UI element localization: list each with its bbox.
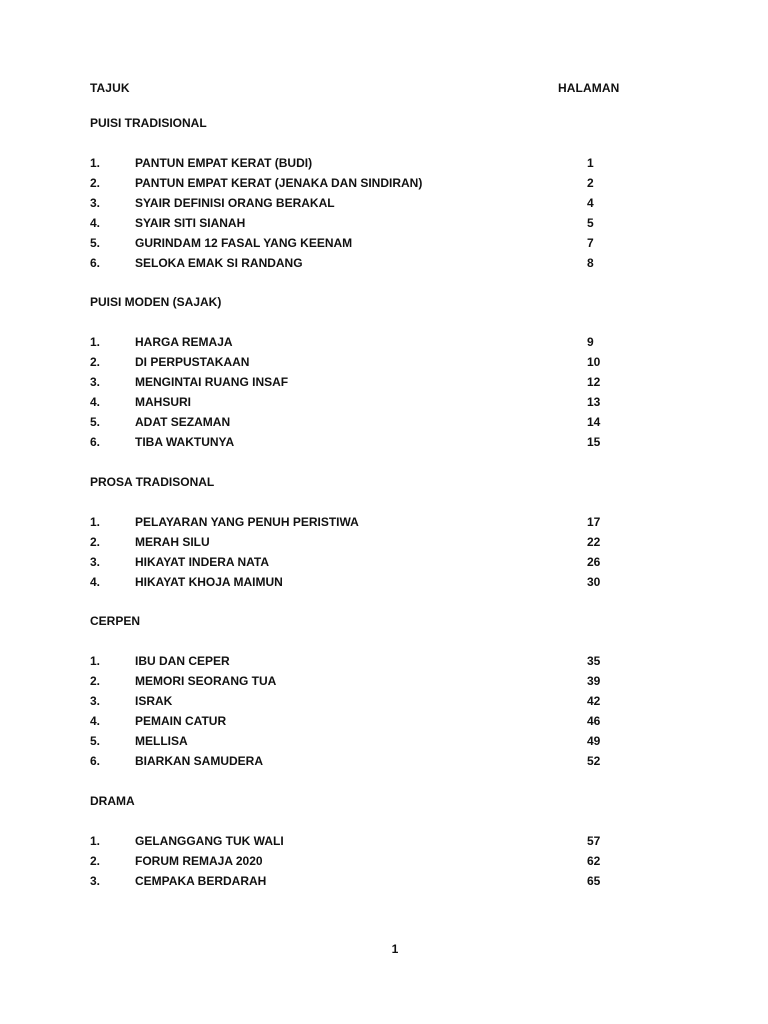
- entry-page-number: 12: [587, 375, 601, 389]
- toc-entry: [90, 193, 630, 213]
- entry-number: 2.: [90, 535, 101, 549]
- entry-number: 4.: [90, 575, 101, 589]
- entry-page-number: 9: [587, 335, 594, 349]
- header-title-label: TAJUK: [90, 81, 130, 95]
- entry-title: PELAYARAN YANG PENUH PERISTIWA: [135, 515, 359, 529]
- entry-page-number: 2: [587, 176, 594, 190]
- toc-entry: [90, 691, 630, 711]
- entry-page-number: 65: [587, 874, 601, 888]
- entry-number: 2.: [90, 355, 101, 369]
- entry-page-number: 49: [587, 734, 601, 748]
- entry-page-number: 8: [587, 256, 594, 270]
- entry-page-number: 15: [587, 435, 601, 449]
- entry-page-number: 13: [587, 395, 601, 409]
- toc-entry: [90, 731, 630, 751]
- entry-number: 3.: [90, 196, 101, 210]
- toc-entry: [90, 432, 630, 452]
- entry-number: 4.: [90, 216, 101, 230]
- entry-page-number: 10: [587, 355, 601, 369]
- toc-entry: [90, 651, 630, 671]
- toc-entry: [90, 851, 630, 871]
- section-title: DRAMA: [90, 794, 135, 808]
- entry-title: BIARKAN SAMUDERA: [135, 754, 263, 768]
- toc-entry: [90, 372, 630, 392]
- entry-number: 6.: [90, 256, 101, 270]
- toc-entry: [90, 671, 630, 691]
- entry-title: MENGINTAI RUANG INSAF: [135, 375, 289, 389]
- entry-number: 4.: [90, 714, 101, 728]
- section-prosa-tradisonal: [90, 473, 630, 592]
- toc-entry: [90, 871, 630, 891]
- entry-page-number: 46: [587, 714, 601, 728]
- entry-title: IBU DAN CEPER: [135, 654, 230, 668]
- toc-entry: [90, 213, 630, 233]
- section-title: PUISI MODEN (SAJAK): [90, 295, 222, 309]
- toc-entry: [90, 711, 630, 731]
- entry-title: TIBA WAKTUNYA: [135, 435, 235, 449]
- entry-number: 1.: [90, 654, 101, 668]
- entry-number: 2.: [90, 674, 101, 688]
- entry-title: SELOKA EMAK SI RANDANG: [135, 256, 303, 270]
- entry-title: PANTUN EMPAT KERAT (JENAKA DAN SINDIRAN): [135, 176, 423, 190]
- entry-title: SYAIR DEFINISI ORANG BERAKAL: [135, 196, 335, 210]
- entry-number: 6.: [90, 754, 101, 768]
- entry-number: 2.: [90, 176, 101, 190]
- entry-page-number: 35: [587, 654, 601, 668]
- toc-entry: [90, 253, 630, 273]
- entry-page-number: 39: [587, 674, 601, 688]
- entry-title: GELANGGANG TUK WALI: [135, 834, 284, 848]
- entry-number: 1.: [90, 335, 101, 349]
- section-puisi-tradisional: [90, 114, 630, 273]
- entry-number: 3.: [90, 375, 101, 389]
- section-title: CERPEN: [90, 614, 141, 628]
- toc-entry: [90, 352, 630, 372]
- section-title: PROSA TRADISONAL: [90, 475, 215, 489]
- toc-entry: [90, 332, 630, 352]
- entry-page-number: 1: [587, 156, 594, 170]
- section-title: PUISI TRADISIONAL: [90, 116, 207, 130]
- entry-page-number: 17: [587, 515, 601, 529]
- page-number: 1: [391, 942, 399, 956]
- toc-entry: [90, 751, 630, 771]
- entry-page-number: 42: [587, 694, 601, 708]
- entry-title: SYAIR SITI SIANAH: [135, 216, 246, 230]
- entry-number: 2.: [90, 854, 101, 868]
- entry-page-number: 26: [587, 555, 601, 569]
- table-of-contents-header: [90, 81, 630, 99]
- entry-title: PANTUN EMPAT KERAT (BUDI): [135, 156, 313, 170]
- entry-number: 5.: [90, 415, 101, 429]
- entry-title: GURINDAM 12 FASAL YANG KEENAM: [135, 236, 353, 250]
- entry-page-number: 7: [587, 236, 594, 250]
- section-cerpen: [90, 612, 630, 771]
- entry-title: MEMORI SEORANG TUA: [135, 674, 277, 688]
- entry-title: ADAT SEZAMAN: [135, 415, 231, 429]
- entry-number: 3.: [90, 694, 101, 708]
- entry-title: ISRAK: [135, 694, 173, 708]
- entry-title: PEMAIN CATUR: [135, 714, 227, 728]
- entry-title: HIKAYAT INDERA NATA: [135, 555, 270, 569]
- toc-entry: [90, 552, 630, 572]
- entry-title: MAHSURI: [135, 395, 191, 409]
- toc-entry: [90, 512, 630, 532]
- entry-page-number: 62: [587, 854, 601, 868]
- header-page-label: HALAMAN: [558, 81, 620, 95]
- section-drama: [90, 792, 630, 891]
- toc-entry: [90, 392, 630, 412]
- entry-number: 3.: [90, 555, 101, 569]
- entry-title: CEMPAKA BERDARAH: [135, 874, 267, 888]
- entry-number: 5.: [90, 236, 101, 250]
- entry-title: FORUM REMAJA 2020: [135, 854, 263, 868]
- toc-entry: [90, 233, 630, 253]
- entry-title: HARGA REMAJA: [135, 335, 233, 349]
- toc-entry: [90, 412, 630, 432]
- entry-page-number: 22: [587, 535, 601, 549]
- entry-page-number: 52: [587, 754, 601, 768]
- entry-page-number: 14: [587, 415, 601, 429]
- entry-title: DI PERPUSTAKAAN: [135, 355, 250, 369]
- entry-number: 5.: [90, 734, 101, 748]
- entry-page-number: 30: [587, 575, 601, 589]
- entry-page-number: 5: [587, 216, 594, 230]
- toc-entry: [90, 572, 630, 592]
- entry-page-number: 4: [587, 196, 594, 210]
- entry-number: 1.: [90, 834, 101, 848]
- entry-page-number: 57: [587, 834, 601, 848]
- toc-entry: [90, 831, 630, 851]
- entry-number: 1.: [90, 156, 101, 170]
- toc-entry: [90, 153, 630, 173]
- section-puisi-moden: [90, 293, 630, 452]
- entry-title: MELLISA: [135, 734, 188, 748]
- toc-entry: [90, 173, 630, 193]
- toc-entry: [90, 532, 630, 552]
- entry-title: MERAH SILU: [135, 535, 210, 549]
- entry-number: 3.: [90, 874, 101, 888]
- entry-title: HIKAYAT KHOJA MAIMUN: [135, 575, 283, 589]
- entry-number: 4.: [90, 395, 101, 409]
- entry-number: 1.: [90, 515, 101, 529]
- entry-number: 6.: [90, 435, 101, 449]
